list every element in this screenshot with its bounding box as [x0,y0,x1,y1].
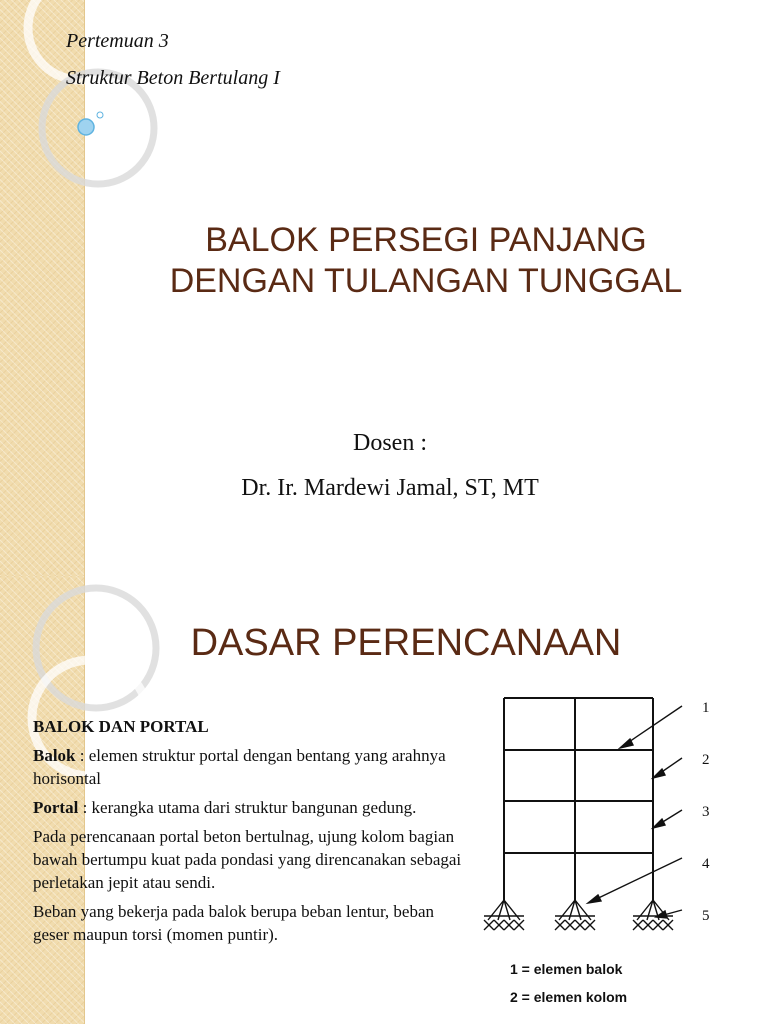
diagram-label-4: 4 [702,856,710,872]
bubble-icon [78,119,94,135]
legend-beam: 1 = elemen balok [510,961,623,977]
course-label: Struktur Beton Bertulang I [66,67,280,89]
balok-definition [33,744,463,790]
slide-title-heading [84,220,768,302]
portal-frame-diagram [470,688,768,1024]
slide-content [0,576,768,1024]
paragraph-1: Pada perencanaan portal beton bertulnag, ujung kolom bagian bawah bertumpu kuat pada pondasi yang direncanakan sebagai perletakan jepit atau sendi. [33,827,462,892]
diagram-label-1: 1 [702,700,710,716]
portal-definition [33,796,463,819]
lecturer-name: Dr. Ir. Mardewi Jamal, ST, MT [241,475,539,501]
meeting-label: Pertemuan 3 [66,30,169,52]
supports [484,900,673,930]
support-middle [555,900,595,930]
paragraph-2: Beban yang bekerja pada balok berupa beban lentur, beban geser maupun torsi (momen puntir). [33,902,435,944]
small-bubble-icon [97,112,103,118]
section-heading: BALOK DAN PORTAL [33,717,209,736]
balok-term: Balok [33,746,76,765]
slide-title-heading: DASAR PERENCANAAN [190,622,622,664]
support-left [484,900,524,930]
title-line-2: DENGAN TULANGAN TUNGGAL [169,262,683,300]
portal-def: : kerangka utama dari struktur bangunan gedung. [78,798,417,817]
portal-term: Portal [33,798,79,817]
leader-arrows [588,706,682,918]
title-line-1: BALOK PERSEGI PANJANG [205,221,647,259]
support-right [633,900,673,930]
body-text [33,715,463,952]
balok-def: : elemen struktur portal dengan bentang yang arahnya horisontal [33,746,446,788]
diagram-label-5: 5 [702,908,710,924]
legend-column: 2 = elemen kolom [510,989,628,1005]
frame-lines [504,698,653,900]
lecturer-label: Dosen : [353,430,427,456]
diagram-label-3: 3 [702,804,710,820]
diagram-label-2: 2 [702,752,710,768]
